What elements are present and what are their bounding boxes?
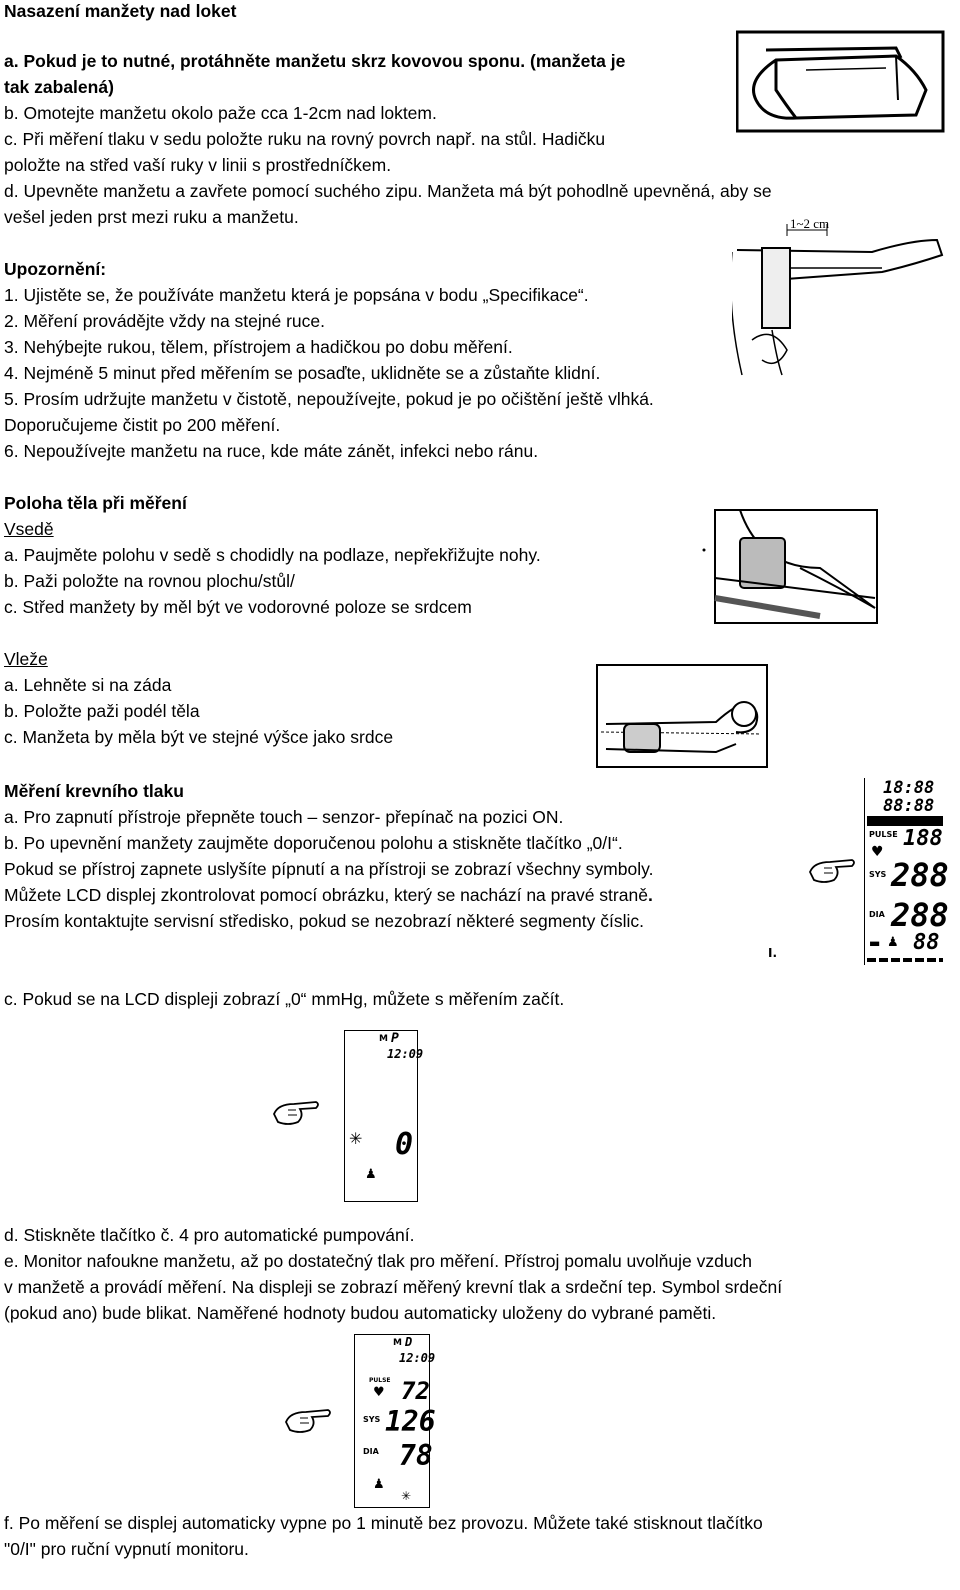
lcd-full-bottom: 88 (913, 930, 940, 955)
warning-title: Upozornění: (4, 259, 107, 279)
measure-step-f: f. Po měření se displej automaticky vypne po 1 minutě bez provozu. Můžete také stisknout tlačítko (4, 1513, 763, 1533)
lcd-full-dia-label: DIA (869, 910, 885, 919)
measure-title: Měření krevního tlaku (4, 781, 184, 801)
lcd-full-dia: 288 (891, 896, 949, 934)
heart-icon: ♥ (871, 844, 884, 860)
lcd-result-pulse-label: PULSE (369, 1377, 391, 1384)
cuff-step-d: d. Upevněte manžetu a zavřete pomocí suchého zipu. Manžeta má být pohodlně upevněná, aby se (4, 181, 772, 201)
arm-cuff-illustration (732, 210, 947, 380)
lcd-result-dia: 78 (399, 1439, 433, 1472)
battery-icon: ▬ (869, 936, 881, 950)
lying-step-a: a. Lehněte si na záda (4, 675, 172, 695)
measure-step-d: d. Stiskněte tlačítko č. 4 pro automatické pumpování. (4, 1225, 415, 1245)
sitting-step-c: c. Střed manžety by měl být ve vodorovné poloze se srdcem (4, 597, 472, 617)
cuff-step-a: a. Pokud je to nutné, protáhněte manžetu skrz kovovou sponu. (manžeta je (4, 51, 626, 71)
lcd-result-memory: M (393, 1338, 402, 1348)
sitting-illustration (700, 508, 880, 626)
lcd-zero-value: 0 (395, 1127, 414, 1162)
measure-step-c: c. Pokud se na LCD displeji zobrazí „0“ mmHg, můžete s měřením začít. (4, 989, 565, 1009)
lcd-result-display (354, 1334, 436, 1508)
cuff-step-c-cont: položte na střed vaší ruky v linii s prostředníčkem. (4, 155, 392, 175)
sitting-heading: Vsedě (4, 519, 54, 539)
sitting-step-b: b. Paži položte na rovnou plochu/stůl/ (4, 571, 295, 591)
warning-item: 5. Prosím udržujte manžetu v čistotě, nepoužívejte, pokud je po očištění ještě vlhká. (4, 389, 654, 409)
lcd-zero-time: 12:09 (387, 1047, 424, 1061)
lcd-full-sys: 288 (891, 856, 949, 894)
lcd-result-pulse: 72 (401, 1377, 430, 1405)
lcd-full-pulse-label: PULSE (869, 830, 898, 839)
lcd-full-sys-label: SYS (869, 870, 887, 879)
measure-step-b: b. Po upevnění manžety zaujměte doporučenou polohu a stiskněte tlačítko „0/I“. (4, 833, 623, 853)
lcd-full-display (864, 778, 949, 965)
cuff-illustration (736, 30, 946, 134)
warning-item: 1. Ujistěte se, že používáte manžetu která je popsána v bodu „Specifikace“. (4, 285, 589, 305)
section-title-cuff: Nasazení manžety nad loket (4, 1, 237, 21)
measure-step-e-cont: v manžetě a provádí měření. Na displeji se zobrazí měřený krevní tlak a srdeční tep. Symbol srdeční (4, 1277, 783, 1297)
cuff-step-b: b. Omotejte manžetu okolo paže cca 1-2cm nad loktem. (4, 103, 437, 123)
lcd-zero-memory: M (379, 1034, 388, 1044)
cuff-step-a-cont: tak zabalená) (4, 77, 114, 97)
lcd-result-memory-num: D (405, 1335, 413, 1349)
lcd-full-bar (867, 816, 943, 826)
lying-step-b: b. Položte paži podél těla (4, 701, 200, 721)
flash-icon: ✳ (401, 1489, 412, 1503)
person-icon: ♟ (887, 935, 899, 950)
flash-heart-icon: ✳ (349, 1129, 363, 1148)
heart-icon: ♥ (373, 1385, 385, 1400)
cuff-step-d-cont: vešel jeden prst mezi ruku a manžetu. (4, 207, 299, 227)
cuff-step-c: c. Při měření tlaku v sedu položte ruku na rovný povrch např. na stůl. Hadičku (4, 129, 606, 149)
lcd-result-time: 12:09 (399, 1351, 436, 1365)
measure-step-e: e. Monitor nafoukne manžetu, až po dostatečný tlak pro měření. Přístroj pomalu uvolňuje vzduch (4, 1251, 753, 1271)
lcd-result-dia-label: DIA (363, 1447, 379, 1456)
measure-step-b-text: Můžete LCD displej zkontrolovat pomocí obrázku, který se nachází na pravé straně (4, 885, 648, 905)
lcd-zero-display (344, 1030, 424, 1202)
warning-item: 2. Měření provádějte vždy na stejné ruce. (4, 311, 326, 331)
sitting-step-a: a. Paujměte polohu v sedě s chodidly na podlaze, nepřekřižujte nohy. (4, 545, 541, 565)
lcd-result-sys-label: SYS (363, 1415, 381, 1424)
warning-item: 3. Nehýbejte rukou, tělem, přístrojem a hadičkou po dobu měření. (4, 337, 513, 357)
position-title: Poloha těla při měření (4, 493, 187, 513)
warning-item: Doporučujeme čistit po 200 měření. (4, 415, 281, 435)
person-icon: ♟ (365, 1167, 377, 1182)
lying-step-c: c. Manžeta by měla být ve stejné výšce jako srdce (4, 727, 394, 747)
measure-step-e-cont2: (pokud ano) bude blikat. Naměřené hodnoty budou automaticky uloženy do vybrané paměti. (4, 1303, 717, 1323)
lcd-full-mark: I. (768, 946, 778, 960)
distance-label: 1~2 cm (790, 216, 830, 231)
pointing-hand-icon (270, 1094, 322, 1130)
lcd-full-time: 88:88 (883, 796, 935, 816)
lcd-full-pulse: 188 (903, 826, 943, 851)
pointing-hand-icon (282, 1402, 334, 1438)
measure-step-b-cont: Pokud se přístroj zapnete uslyšíte pípnutí a na přístroji se zobrazí všechny symboly. (4, 859, 654, 879)
warning-item: 6. Nepoužívejte manžetu na ruce, kde máte zánět, infekci nebo ránu. (4, 441, 539, 461)
measure-step-b-cont3: Prosím kontaktujte servisní středisko, pokud se nezobrazí některé segmenty číslic. (4, 911, 645, 931)
measure-step-f-cont: "0/I" pro ruční vypnutí monitoru. (4, 1539, 249, 1559)
measure-step-b-cont2 (4, 882, 653, 908)
pointing-hand-icon (806, 852, 858, 888)
warning-item: 4. Nejméně 5 minut před měřením se posaďte, uklidněte se a zůstaňte klidní. (4, 363, 601, 383)
measure-step-b-dot: . (647, 885, 653, 905)
lying-illustration (596, 664, 768, 768)
lcd-full-segments (867, 958, 943, 962)
person-icon: ♟ (373, 1477, 385, 1492)
lcd-zero-memory-num: P (391, 1031, 399, 1046)
lying-heading: Vleže (4, 649, 48, 669)
lcd-result-sys: 126 (385, 1405, 436, 1438)
lcd-full-memory: 18:88 (883, 778, 935, 798)
measure-step-a: a. Pro zapnutí přístroje přepněte touch – senzor- přepínač na pozici ON. (4, 807, 564, 827)
